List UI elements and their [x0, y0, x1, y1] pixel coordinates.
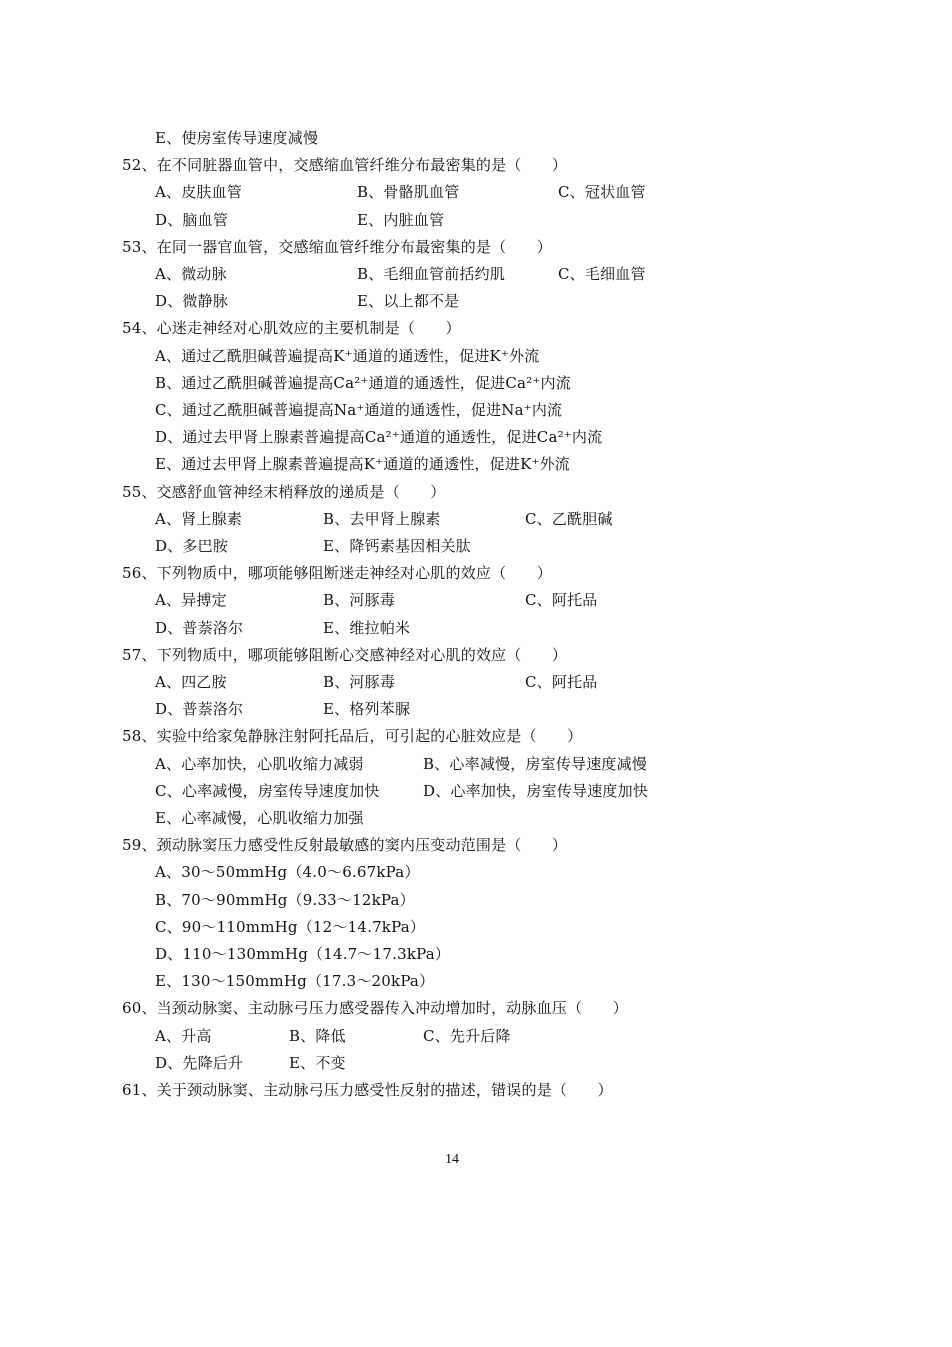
answer-option: C、通过乙酰胆碱普遍提高Na⁺通道的通透性，促进Na⁺内流: [155, 401, 563, 419]
question-stem: 60、当颈动脉窦、主动脉弓压力感受器传入冲动增加时，动脉血压（ ）: [122, 999, 628, 1017]
question-stem: 55、交感舒血管神经末梢释放的递质是（ ）: [122, 483, 446, 501]
answer-option: C、心率减慢，房室传导速度加快: [155, 782, 380, 800]
answer-option: E、使房室传导速度减慢: [155, 129, 319, 147]
answer-option: B、骨骼肌血管: [357, 183, 460, 201]
answer-option: B、降低: [289, 1027, 346, 1045]
answer-option: E、降钙素基因相关肽: [323, 537, 471, 555]
question-stem: 56、下列物质中，哪项能够阻断迷走神经对心肌的效应（ ）: [122, 564, 552, 582]
question-stem: 58、实验中给家兔静脉注射阿托品后，可引起的心脏效应是（ ）: [122, 727, 583, 745]
answer-option: D、多巴胺: [155, 537, 229, 555]
answer-option: B、河豚毒: [323, 591, 396, 609]
answer-option: C、毛细血管: [558, 265, 646, 283]
question-stem: 59、颈动脉窦压力感受性反射最敏感的窦内压变动范围是（ ）: [122, 836, 568, 854]
answer-option: D、心率加快，房室传导速度加快: [423, 782, 649, 800]
question-stem: 53、在同一器官血管，交感缩血管纤维分布最密集的是（ ）: [122, 238, 552, 256]
answer-option: E、心率减慢，心肌收缩力加强: [155, 809, 364, 827]
answer-option: B、河豚毒: [323, 673, 396, 691]
answer-option: B、毛细血管前括约肌: [357, 265, 506, 283]
answer-option: A、肾上腺素: [155, 510, 243, 528]
question-stem: 57、下列物质中，哪项能够阻断心交感神经对心肌的效应（ ）: [122, 646, 568, 664]
answer-option: E、通过去甲肾上腺素普遍提高K⁺通道的通透性，促进K⁺外流: [155, 455, 570, 473]
answer-option: D、普萘洛尔: [155, 700, 244, 718]
answer-option: A、微动脉: [155, 265, 227, 283]
answer-option: A、通过乙酰胆碱普遍提高K⁺通道的通透性，促进K⁺外流: [155, 347, 540, 365]
answer-option: A、30～50mmHg（4.0～6.67kPa）: [155, 863, 420, 881]
answer-option: E、内脏血管: [357, 211, 445, 229]
question-stem: 54、心迷走神经对心肌效应的主要机制是（ ）: [122, 319, 461, 337]
page-number: 14: [445, 1152, 459, 1167]
question-stem: 52、在不同脏器血管中，交感缩血管纤维分布最密集的是（ ）: [122, 156, 568, 174]
answer-option: D、普萘洛尔: [155, 619, 244, 637]
answer-option: E、130～150mmHg（17.3～20kPa）: [155, 972, 435, 990]
answer-option: A、皮肤血管: [155, 183, 243, 201]
answer-option: E、以上都不是: [357, 292, 460, 310]
answer-option: C、乙酰胆碱: [525, 510, 613, 528]
answer-option: D、脑血管: [155, 211, 229, 229]
answer-option: C、90～110mmHg（12～14.7kPa）: [155, 918, 426, 936]
answer-option: C、先升后降: [423, 1027, 511, 1045]
answer-option: E、不变: [289, 1054, 346, 1072]
answer-option: A、四乙胺: [155, 673, 227, 691]
answer-option: B、70～90mmHg（9.33～12kPa）: [155, 891, 415, 909]
answer-option: D、先降后升: [155, 1054, 244, 1072]
answer-option: D、通过去甲肾上腺素普遍提高Ca²⁺通道的通透性，促进Ca²⁺内流: [155, 428, 603, 446]
answer-option: C、阿托品: [525, 591, 598, 609]
answer-option: B、去甲肾上腺素: [323, 510, 441, 528]
answer-option: A、异搏定: [155, 591, 227, 609]
answer-option: C、冠状血管: [558, 183, 646, 201]
question-stem: 61、关于颈动脉窦、主动脉弓压力感受性反射的描述，错误的是（ ）: [122, 1081, 613, 1099]
answer-option: D、微静脉: [155, 292, 229, 310]
answer-option: E、格列苯脲: [323, 700, 411, 718]
answer-option: D、110～130mmHg（14.7～17.3kPa）: [155, 945, 451, 963]
answer-option: B、心率减慢，房室传导速度减慢: [423, 755, 648, 773]
answer-option: B、通过乙酰胆碱普遍提高Ca²⁺通道的通透性，促进Ca²⁺内流: [155, 374, 571, 392]
answer-option: A、心率加快，心肌收缩力减弱: [155, 755, 364, 773]
answer-option: A、升高: [155, 1027, 212, 1045]
answer-option: C、阿托品: [525, 673, 598, 691]
answer-option: E、维拉帕米: [323, 619, 411, 637]
